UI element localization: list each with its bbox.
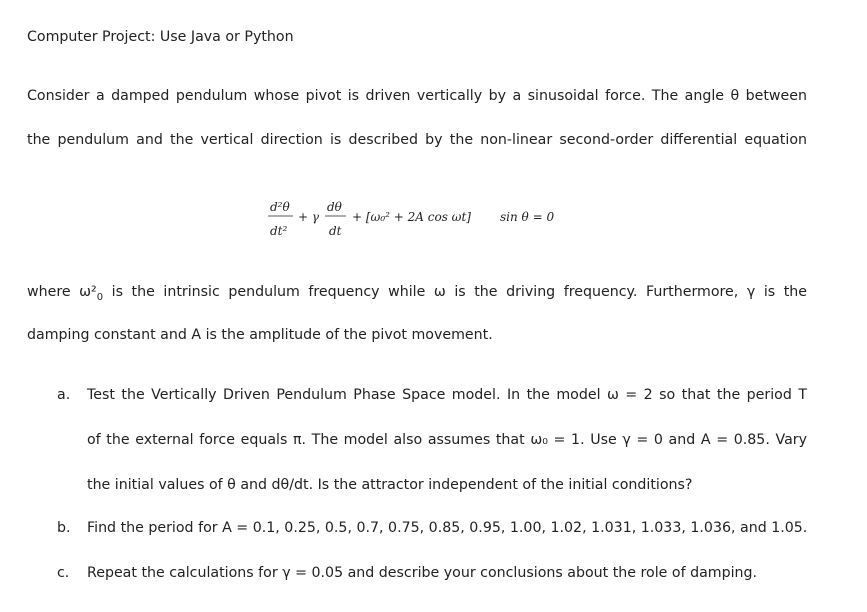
eq-plus-gamma: + γ: [298, 210, 320, 224]
eq-dt2: dt²: [270, 224, 288, 238]
question-a-line-2: of the external force equals π. The model also assumes that ω₀ = 1. Use γ = 0 and A = 0.85. Vary: [87, 432, 807, 448]
question-a-marker: a.: [57, 387, 71, 403]
question-a-line-1: Test the Vertically Driven Pendulum Phase Space model. In the model ω = 2 so that the period T: [87, 387, 807, 403]
question-c-line-1: Repeat the calculations for γ = 0.05 and describe your conclusions about the role of damping.: [87, 565, 758, 581]
where-rest-text: is the intrinsic pendulum frequency while ω is the driving frequency. Furthermore, γ is the: [103, 284, 807, 300]
question-a-line-3: the initial values of θ and dθ/dt. Is the attractor independent of the initial conditions?: [87, 477, 693, 493]
intro-line-1: Consider a damped pendulum whose pivot is driven vertically by a sinusoidal force. The angle θ between: [27, 88, 807, 104]
question-b-marker: b.: [57, 520, 71, 536]
where-line-1: [27, 283, 807, 307]
eq-bracket-term: + [ω₀² + 2A cos ωt]: [352, 210, 471, 224]
where-omega-subscript: 0: [96, 291, 104, 303]
where-line-2: damping constant and A is the amplitude of the pivot movement.: [27, 327, 493, 343]
eq-tail: sin θ = 0: [500, 210, 555, 224]
where-omega-text: where ω²: [27, 284, 97, 300]
intro-line-2: the pendulum and the vertical direction is described by the non-linear second-order differential equation: [27, 132, 807, 148]
page-heading: Computer Project: Use Java or Python: [27, 29, 294, 45]
eq-d2theta: d²θ: [270, 200, 290, 214]
question-b-line-1: Find the period for A = 0.1, 0.25, 0.5, 0.7, 0.75, 0.85, 0.95, 1.00, 1.02, 1.031, 1.033, 1.036, and 1.05.: [87, 520, 808, 536]
question-c-marker: c.: [57, 565, 70, 581]
eq-dt: dt: [329, 224, 342, 238]
eq-dtheta: dθ: [327, 200, 342, 214]
